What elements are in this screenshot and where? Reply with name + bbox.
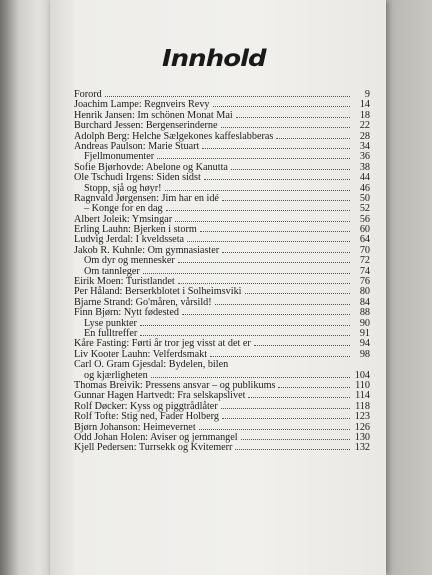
- toc-entry-title: Bjarne Strand: Go'måren, vårsild!: [74, 296, 212, 308]
- toc-entry-title: Forord: [74, 89, 102, 100]
- toc-entry-title: Bjørn Johanson: Heimevernet: [74, 421, 196, 433]
- toc-entry-page-number: 110: [355, 379, 370, 391]
- toc-entry-title: Kåre Fasting: Førti år tror jeg visst at det er: [74, 338, 251, 350]
- toc-leader-dots: [276, 138, 350, 139]
- toc-entry-page-number: 114: [355, 390, 370, 402]
- toc-leader-dots: [202, 148, 350, 149]
- toc-entry-page-number: 38: [359, 161, 370, 173]
- toc-leader-dots: [278, 387, 350, 388]
- toc-entry: [74, 360, 370, 370]
- toc-entry-title: Ole Tschudi Irgens: Siden sidst: [74, 172, 201, 184]
- toc-entry-title: Om tannleger: [84, 265, 140, 277]
- toc-leader-dots: [105, 96, 350, 97]
- toc-entry-page-number: 64: [359, 234, 370, 246]
- toc-entry-title: Carl O. Gram Gjesdal: Bydelen, bilen: [74, 359, 229, 371]
- toc-entry-page-number: 44: [359, 172, 370, 184]
- toc-leader-dots: [221, 408, 350, 409]
- toc-entry: [74, 412, 370, 422]
- toc-entry-title: Fjellmonumenter: [84, 151, 155, 163]
- toc-entry-page-number: 130: [354, 431, 370, 443]
- toc-entry-title: Stopp, sjå og høyr!: [84, 182, 162, 194]
- toc-entry-page-number: 84: [359, 296, 370, 308]
- toc-entry-title: Joachim Lampe: Regnveirs Revy: [74, 99, 210, 111]
- toc-entry-page-number: 91: [359, 327, 370, 339]
- toc-entry-page-number: 46: [359, 182, 370, 194]
- toc-leader-dots: [222, 252, 350, 253]
- toc-leader-dots: [213, 106, 350, 107]
- toc-leader-dots: [166, 210, 350, 211]
- toc-leader-dots: [215, 304, 350, 305]
- toc-entry-title: Henrik Jansen: Im schönen Monat Mai: [74, 109, 233, 121]
- toc-leader-dots: [248, 397, 350, 398]
- toc-entry-page-number: 28: [359, 130, 370, 142]
- page-title: Innhold: [162, 45, 266, 73]
- toc-leader-dots: [221, 127, 350, 128]
- toc-leader-dots: [235, 449, 350, 450]
- toc-entry-page-number: 90: [359, 317, 370, 329]
- toc-entry-page-number: 123: [354, 411, 370, 423]
- toc-entry-page-number: 18: [359, 109, 370, 121]
- toc-entry-title: Jakob R. Kuhnle: Om gymnasiaster: [74, 244, 220, 256]
- toc-leader-dots: [210, 356, 350, 357]
- toc-entry-title: Lyse punkter: [84, 317, 137, 329]
- book-page: [50, 0, 386, 575]
- toc-entry: [74, 443, 370, 453]
- toc-entry-title: Gunnar Hagen Hartvedt: Fra selskapslivet: [74, 390, 246, 402]
- toc-entry-page-number: 60: [359, 224, 370, 236]
- toc-entry-title: Om dyr og mennesker: [84, 255, 175, 267]
- toc-entry-page-number: 126: [354, 421, 370, 433]
- toc-entry-page-number: 132: [354, 442, 370, 454]
- toc-leader-dots: [204, 179, 350, 180]
- toc-leader-dots: [222, 200, 350, 201]
- toc-leader-dots: [241, 439, 350, 440]
- toc-entry-page-number: 22: [359, 120, 370, 132]
- toc-entry-page-number: 76: [359, 276, 370, 288]
- toc-entry-page-number: 118: [355, 400, 370, 412]
- toc-leader-dots: [245, 293, 350, 294]
- toc-entry-title: Ragnvald Jørgensen: Jim har en idé: [74, 192, 219, 204]
- toc-entry: [74, 173, 370, 183]
- toc-entry-page-number: 72: [359, 255, 370, 267]
- toc-leader-dots: [187, 241, 350, 242]
- toc-entry-title: Odd Johan Holen: Aviser og jernmangel: [74, 431, 238, 443]
- toc-entry-title: Albert Joleik: Ymsingar: [74, 213, 173, 225]
- toc-entry: [74, 121, 370, 131]
- toc-leader-dots: [236, 117, 350, 118]
- toc-entry-page-number: 56: [359, 213, 370, 225]
- toc-leader-dots: [222, 418, 350, 419]
- toc-entry-title: Andreas Paulson: Marie Stuart: [74, 140, 200, 152]
- toc-leader-dots: [157, 158, 350, 159]
- toc-entry-title: Burchard Jessen: Bergenserinderne: [74, 120, 218, 132]
- toc-leader-dots: [182, 314, 350, 315]
- table-of-contents: [74, 90, 370, 454]
- toc-entry-page-number: 52: [359, 203, 370, 215]
- toc-leader-dots: [178, 262, 350, 263]
- toc-entry-title: Per Håland: Berserkblotet i Solheimsviki: [74, 286, 242, 298]
- toc-entry-title: Adolph Berg: Helche Sælgekones kaffeslabberas: [74, 130, 274, 142]
- toc-entry-page-number: 98: [359, 348, 370, 360]
- toc-entry-page-number: 70: [359, 244, 370, 256]
- toc-entry-page-number: 94: [359, 338, 370, 350]
- toc-entry-page-number: 34: [359, 140, 370, 152]
- toc-entry-title: og kjærligheten: [84, 369, 148, 381]
- toc-entry-title: Erling Lauhn: Bjerken i storm: [74, 224, 197, 236]
- book-spine: [0, 0, 55, 575]
- toc-entry-page-number: 104: [354, 369, 370, 381]
- toc-entry-title: Rolf Døcker: Kyss og piggtrådlåter: [74, 400, 218, 412]
- toc-entry-page-number: 74: [359, 265, 370, 277]
- toc-leader-dots: [140, 325, 350, 326]
- toc-leader-dots: [165, 190, 350, 191]
- toc-entry-title: – Konge for en dag: [84, 203, 163, 215]
- toc-entry-page-number: 50: [359, 192, 370, 204]
- toc-leader-dots: [200, 231, 350, 232]
- toc-leader-dots: [178, 283, 350, 284]
- toc-entry-title: Ludvig Jerdal: I kveldsseta: [74, 234, 185, 246]
- toc-entry-page-number: 36: [359, 151, 370, 163]
- toc-entry-title: Finn Bjørn: Nytt fødested: [74, 307, 179, 319]
- toc-entry-title: Sofie Bjørhovde: Abelone og Kanutta: [74, 161, 228, 173]
- toc-leader-dots: [175, 221, 350, 222]
- toc-entry-page-number: 14: [359, 99, 370, 111]
- toc-leader-dots: [140, 335, 350, 336]
- toc-entry-title: Kjell Pedersen: Turrsekk og Kvitemerr: [74, 442, 233, 454]
- toc-entry-page-number: 9: [364, 89, 370, 100]
- toc-entry-title: Thomas Breivik: Pressens ansvar – og publikums: [74, 379, 276, 391]
- toc-entry-title: Eirik Moen: Turistlandet: [74, 276, 175, 288]
- toc-entry-title: Rolf Tofte: Stig ned, Fader Holberg: [74, 411, 219, 423]
- toc-leader-dots: [143, 273, 350, 274]
- toc-entry-title: En fulltreffer: [84, 327, 138, 339]
- toc-leader-dots: [199, 429, 350, 430]
- toc-leader-dots: [231, 169, 350, 170]
- toc-entry-page-number: 80: [359, 286, 370, 298]
- toc-leader-dots: [151, 377, 350, 378]
- toc-entry-title: Liv Kooter Lauhn: Velferdsmakt: [74, 348, 208, 360]
- toc-leader-dots: [254, 345, 350, 346]
- toc-entry-page-number: 88: [359, 307, 370, 319]
